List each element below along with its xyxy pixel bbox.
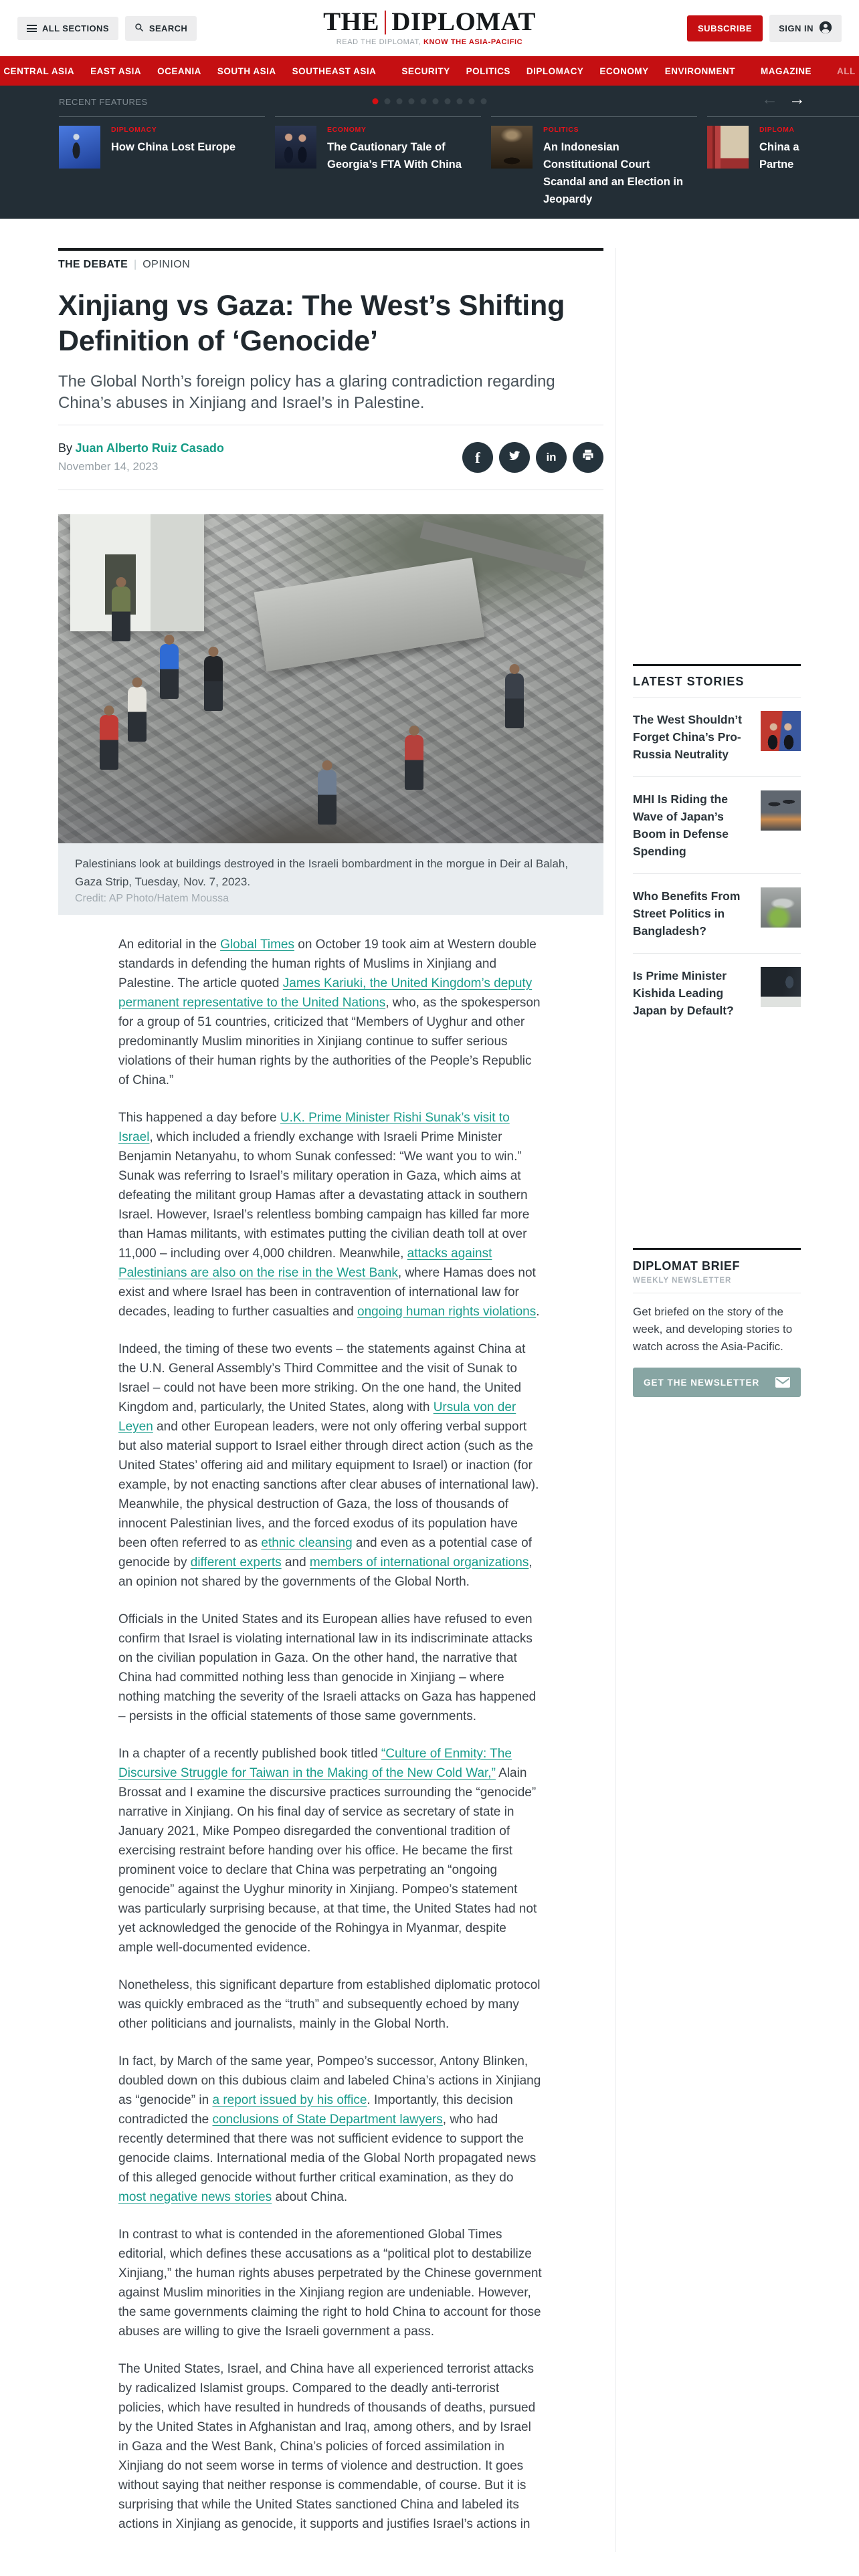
hero-figure <box>160 644 179 699</box>
nav-item-environment[interactable]: ENVIRONMENT <box>664 66 735 76</box>
image-caption-box <box>58 843 603 915</box>
feature-card-thumbnail <box>707 126 749 169</box>
inline-link[interactable]: different experts <box>190 1555 282 1570</box>
get-newsletter-label: GET THE NEWSLETTER <box>644 1377 760 1388</box>
nav-item-southeast-asia[interactable]: SOUTHEAST ASIA <box>292 66 377 76</box>
section-the-debate[interactable]: THE DEBATE <box>58 259 128 270</box>
carousel-dot[interactable] <box>409 98 415 104</box>
feature-card-category: POLITICS <box>543 126 579 134</box>
get-newsletter-button[interactable] <box>633 1368 801 1397</box>
inline-link[interactable]: U.K. Prime Minister Rishi Sunak’s visit to Israel <box>118 1110 510 1144</box>
feature-card[interactable] <box>707 116 859 208</box>
carousel-dot[interactable] <box>445 98 451 104</box>
latest-story-title: Is Prime Minister Kishida Leading Japan by Default? <box>633 969 734 1017</box>
article-paragraph: In fact, by March of the same year, Pompeo’s successor, Antony Blinken, doubled down on this dubious claim and labeled China’s actions in Xinjiang as “genocide” in a report issued by his office. Importantly, this decision contradicted the conclusions of State Department lawyers, who had recently determined that there was not sufficient evidence to support the genocide claims. International media of the Global North propagated news of this alleged genocide without further critical examination, as they do most negative news stories about China. <box>118 2054 541 2204</box>
article-date: November 14, 2023 <box>58 459 159 473</box>
print-button[interactable] <box>573 442 603 473</box>
tagline-gray: READ THE DIPLOMAT, <box>336 38 421 46</box>
article-paragraph: The United States, Israel, and China have all experienced terrorist attacks by radicalized Islamist groups. Compared to the deadly anti-terrorist policies, which have resulted in hundreds of thousands of deaths, pursued by the United States in Afghanistan and Iraq, among others, and by Israel in Gaza and the West Bank, China’s policies of forced assimilation in Xinjiang do not seem worse in terms of violence and destruction. It goes without saying that neither response is commendable, of course. But it is surprising that while the United States sanctioned China and labeled its actions in Xinjiang as genocide, it supports and justifies Israel’s actions in <box>118 2361 536 2531</box>
search-icon <box>134 23 144 34</box>
latest-stories-block <box>633 664 801 1033</box>
feature-card[interactable] <box>275 116 481 208</box>
nav-item-central-asia[interactable]: CENTRAL ASIA <box>3 66 75 76</box>
hero-figure <box>100 715 118 770</box>
nav-item-all[interactable]: ALL <box>836 66 856 76</box>
nav-item-east-asia[interactable]: EAST ASIA <box>90 66 142 76</box>
latest-story-item[interactable] <box>633 777 801 874</box>
share-linkedin-button[interactable] <box>536 442 567 473</box>
hero-figure <box>204 656 223 711</box>
latest-story-item[interactable] <box>633 954 801 1033</box>
byline-prefix: By <box>58 441 73 455</box>
feature-card-title: China a Partne <box>759 141 799 171</box>
print-icon <box>581 449 595 465</box>
feature-card-category: ECONOMY <box>327 126 367 134</box>
sign-in-button[interactable] <box>769 15 842 42</box>
site-tagline <box>256 38 603 46</box>
diplomat-brief-subtitle: WEEKLY NEWSLETTER <box>633 1277 801 1293</box>
nav-item-economy[interactable]: ECONOMY <box>599 66 649 76</box>
breadcrumb <box>58 259 603 271</box>
feature-card-category: DIPLOMACY <box>111 126 157 134</box>
carousel-dots <box>373 98 487 104</box>
feature-card-thumbnail <box>59 126 100 169</box>
search-button[interactable] <box>125 16 197 41</box>
feature-card-title: How China Lost Europe <box>111 141 236 153</box>
latest-stories-title: LATEST STORIES <box>633 666 801 697</box>
carousel-dot[interactable] <box>385 98 391 104</box>
all-sections-button[interactable] <box>17 17 118 40</box>
carousel-next-arrow[interactable]: → <box>789 90 805 108</box>
sidebar <box>615 248 801 2552</box>
inline-link[interactable]: Ursula von der Leyen <box>118 1400 516 1434</box>
carousel-dot[interactable] <box>481 98 487 104</box>
hero-figure <box>405 735 423 790</box>
nav-item-magazine[interactable]: MAGAZINE <box>760 66 812 76</box>
section-opinion[interactable]: OPINION <box>142 259 191 270</box>
latest-story-title: The West Shouldn’t Forget China’s Pro-Russia Neutrality <box>633 713 743 761</box>
carousel-dot[interactable] <box>433 98 439 104</box>
feature-card-thumbnail <box>275 126 316 169</box>
feature-card[interactable] <box>59 116 265 208</box>
latest-story-title: MHI Is Riding the Wave of Japan’s Boom in Defense Spending <box>633 792 729 858</box>
main-nav <box>0 56 859 86</box>
article-hero-image <box>58 514 603 843</box>
article-paragraph: An editorial in the Global Times on October 19 took aim at Western double standards in defending the human rights of Muslims in Xinjiang and Palestine. The article quoted James Kariuki, the United Kingdom’s deputy permanent representative to the United Nations, who, as the spokesperson for a group of 51 countries, criticized that “Members of Uyghur and other predominantly Muslim minorities in Xinjiang continue to suffer serious violations of their human rights by the authorities of the People’s Republic of China.” <box>118 937 541 1087</box>
carousel-dot[interactable] <box>373 98 379 104</box>
latest-story-thumbnail <box>761 790 801 831</box>
inline-link[interactable]: James Kariuki, the United Kingdom’s deputy permanent representative to the United Nations <box>118 976 533 1010</box>
inline-link[interactable]: most negative news stories <box>118 2189 272 2204</box>
subscribe-button[interactable]: SUBSCRIBE <box>687 15 763 41</box>
latest-story-title: Who Benefits From Street Politics in Bangladesh? <box>633 889 741 938</box>
sign-in-label: SIGN IN <box>779 23 814 33</box>
envelope-icon <box>775 1377 790 1388</box>
latest-story-thumbnail <box>761 711 801 751</box>
article-paragraph: In a chapter of a recently published book titled “Culture of Enmity: The Discursive Struggle for Taiwan in the Making of the New Cold War,” Alain Brossat and I examine the discursive practices surrounding the “genocide” narrative in Xinjiang. On his final day of service as secretary of state in January 2021, Mike Pompeo disregarded the conventional tradition of exercising restraint before handing over his office. He became the first prominent voice to declare that China was perpetrating an “ongoing genocide” against the Uyghur minority in Xinjiang. Pompeo’s statement was particularly surprising because, at that time, the United States had not yet acknowledged the genocide of the Rohingya in Myanmar, despite ample well-documented evidence. <box>118 1746 537 1955</box>
recent-features-carousel <box>0 86 859 219</box>
feature-card[interactable] <box>491 116 697 208</box>
hero-figure <box>128 687 147 742</box>
user-avatar-icon <box>819 21 832 36</box>
hamburger-icon <box>27 25 37 32</box>
kicker-divider: | <box>134 259 137 270</box>
article-column <box>58 248 603 2552</box>
article-paragraph: In contrast to what is contended in the aforementioned Global Times editorial, which defines these accusations as a “political plot to destabilize Xinjiang,” the human rights abuses perpetrated by the Chinese government against Muslim minorities in the Xinjiang region are undeniable. However, the same governments claiming the right to hold China to account for those abuses are willing to give the Israeli government a pass. <box>118 2227 542 2339</box>
article-paragraph: This happened a day before U.K. Prime Minister Rishi Sunak’s visit to Israel, which included a friendly exchange with Israeli Prime Minister Benjamin Netanyahu, to whom Sunak confessed: “We want you to win.” Sunak was referring to Israel’s military operation in Gaza, which aims at defeating the militant group Hamas after a devastating attack in southern Israel. However, Israel’s relentless bombing campaign has killed far more than Hamas militants, with estimates putting the civilian death toll at over 11,000 – including over 4,000 children. Meanwhile, attacks against Palestinians are also on the rise in the West Bank, where Hamas does not exist and where Israel has been in contravention of international law for decades, leading to further casualties and ongoing human rights violations. <box>118 1110 540 1319</box>
nav-item-security[interactable]: SECURITY <box>401 66 450 76</box>
nav-item-politics[interactable]: POLITICS <box>466 66 510 76</box>
hero-rubble-slab <box>254 558 485 671</box>
article-paragraph: Indeed, the timing of these two events – the statements against China at the U.N. General Assembly’s Third Committee and the visit of Sunak to Israel – could not have been more striking. On the one hand, the United Kingdom and, particularly, the United States, along with Ursula von der Leyen and other European leaders, were not only offering verbal support but also material support to Israel either through direct action (such as the United States’ offering aid and military equipment to Israel) or inaction (for example, by not enacting sanctions after clear abuses of international law). Meanwhile, the physical destruction of Gaza, the loss of thousands of innocent Palestinian lives, and the forced exodus of its population have been often referred to as ethnic cleansing and even as a potential case of genocide by different experts and members of international organizations, an opinion not shared by the governments of the Global North. <box>118 1341 539 1589</box>
carousel-dot[interactable] <box>457 98 463 104</box>
feature-card-title: The Cautionary Tale of Georgia’s FTA With China <box>327 141 462 171</box>
inline-link[interactable]: Global Times <box>220 937 294 952</box>
article-body <box>118 935 543 2534</box>
byline-row <box>58 425 603 490</box>
article-title: Xinjiang vs Gaza: The West’s Shifting Definition of ‘Genocide’ <box>58 290 565 358</box>
share-twitter-button[interactable] <box>499 442 530 473</box>
hero-figure <box>318 770 337 825</box>
inline-link[interactable]: attacks against Palestinians are also on the rise in the West Bank <box>118 1246 492 1280</box>
search-label: SEARCH <box>149 23 188 33</box>
hero-building-shape <box>70 514 204 631</box>
all-sections-label: ALL SECTIONS <box>42 23 109 33</box>
hero-figure <box>505 673 524 728</box>
recent-features-label: RECENT FEATURES <box>59 97 148 107</box>
article-paragraph: Officials in the United States and its European allies have refused to even confirm that Israel is violating international law in its indiscriminate attacks on the civilian population in Gaza. On the other hand, the narrative that China had committed nothing less than genocide in Xinjiang – where nothing matching the severity of the Israeli attacks on Gaza has happened – persists in the official statements of those same governments. <box>118 1612 537 1723</box>
nav-item-diplomacy[interactable]: DIPLOMACY <box>526 66 584 76</box>
nav-item-oceania[interactable]: OCEANIA <box>157 66 201 76</box>
hero-figure <box>112 586 130 641</box>
inline-link[interactable]: ongoing human rights violations <box>357 1304 537 1319</box>
site-header <box>0 0 859 56</box>
feature-card-category: DIPLOMA <box>759 126 795 134</box>
tagline-red: KNOW THE ASIA-PACIFIC <box>423 38 523 46</box>
latest-story-thumbnail <box>761 887 801 928</box>
twitter-icon <box>508 449 521 465</box>
author-link[interactable]: Juan Alberto Ruiz Casado <box>75 441 224 455</box>
latest-story-item[interactable] <box>633 874 801 954</box>
share-facebook-button[interactable] <box>462 442 493 473</box>
inline-link[interactable]: members of international organizations <box>309 1555 529 1570</box>
article-paragraph: Nonetheless, this significant departure from established diplomatic protocol was quickly embraced as the “truth” and subsequently echoed by many other politicians and journalists, mainly in the Global North. <box>118 1977 541 2031</box>
inline-link[interactable]: ethnic cleansing <box>261 1535 353 1550</box>
image-credit: Credit: AP Photo/Hatem Moussa <box>75 892 229 904</box>
inline-link[interactable]: conclusions of State Department lawyers <box>212 2112 443 2127</box>
latest-story-item[interactable] <box>633 697 801 777</box>
carousel-dot[interactable] <box>469 98 475 104</box>
site-logo[interactable] <box>256 6 603 46</box>
carousel-prev-arrow[interactable]: ← <box>761 90 778 108</box>
nav-item-south-asia[interactable]: SOUTH ASIA <box>217 66 276 76</box>
linkedin-icon: in <box>546 450 557 463</box>
logo-pipe-divider: | <box>382 6 389 35</box>
diplomat-brief-title: DIPLOMAT BRIEF <box>633 1259 741 1273</box>
inline-link[interactable]: “Culture of Enmity: The Discursive Struggle for Taiwan in the Making of the New Cold War,” <box>118 1746 512 1780</box>
carousel-dot[interactable] <box>421 98 427 104</box>
diplomat-brief-text: Get briefed on the story of the week, and developing stories to watch across the Asia-Pacific. <box>633 1305 793 1353</box>
inline-link[interactable]: a report issued by his office <box>212 2092 367 2107</box>
logo-the: THE <box>323 7 379 36</box>
diplomat-brief-block <box>633 1248 801 1397</box>
carousel-dot[interactable] <box>397 98 403 104</box>
image-caption: Palestinians look at buildings destroyed in the Israeli bombardment in the morgue in Deir al Balah, Gaza Strip, Tuesday, Nov. 7, 2023. <box>75 857 569 888</box>
logo-diplomat: DIPLOMAT <box>391 7 536 36</box>
article-subtitle: The Global North’s foreign policy has a glaring contradiction regarding China’s abuses in Xinjiang and Israel’s in Palestine. <box>58 372 555 412</box>
facebook-icon: f <box>475 449 480 466</box>
feature-card-title: An Indonesian Constitutional Court Scandal and an Election in Jeopardy <box>543 141 684 205</box>
feature-card-thumbnail <box>491 126 533 169</box>
latest-story-thumbnail <box>761 967 801 1007</box>
